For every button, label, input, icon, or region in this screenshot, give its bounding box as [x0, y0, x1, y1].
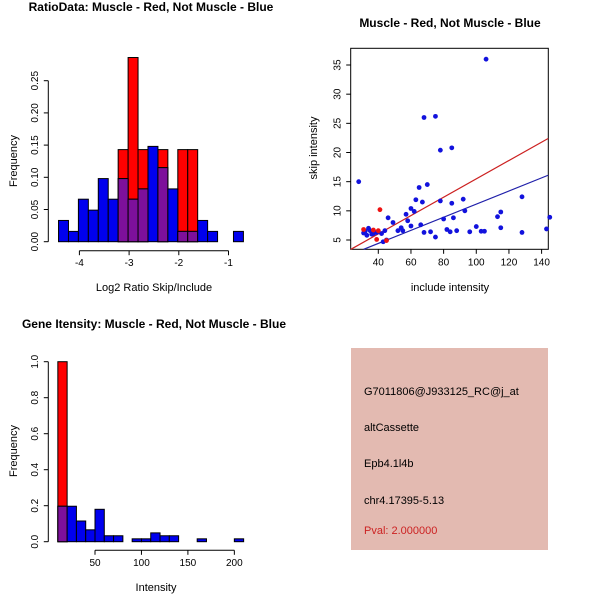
y-tick-label: 15 [332, 176, 344, 188]
blue-histogram-bar [78, 199, 88, 242]
event-type-text: altCassette [364, 422, 420, 434]
x-tick-label: 100 [467, 257, 485, 269]
not-muscle-scatter-point [422, 115, 427, 120]
y-tick-label: 1.0 [30, 354, 41, 369]
not-muscle-scatter-point [433, 235, 438, 240]
not-muscle-scatter-point [449, 145, 454, 150]
blue-histogram-bar [67, 506, 76, 541]
not-muscle-scatter-point [438, 148, 443, 153]
overlap-histogram-bar [128, 199, 138, 242]
x-tick-label: 120 [500, 257, 518, 269]
blue-histogram-bar [114, 536, 123, 542]
not-muscle-scatter-point [400, 228, 405, 233]
gene-hist-title: Gene Itensity: Muscle - Red, Not Muscle - Blue [21, 317, 287, 331]
blue-histogram-bar [98, 179, 108, 242]
blue-histogram-bar [68, 231, 78, 241]
y-tick-label: 35 [332, 59, 344, 71]
location-text: chr4.17395-5.13 [364, 495, 445, 507]
blue-histogram-bar [151, 533, 160, 542]
x-tick-label: 150 [179, 558, 197, 569]
not-muscle-scatter-point [417, 185, 422, 190]
not-muscle-scatter-point [438, 199, 443, 204]
blue-histogram-bar [86, 530, 95, 542]
y-tick-label: 25 [332, 117, 344, 129]
blue-histogram-bar [208, 231, 218, 241]
not-muscle-scatter-point [428, 229, 433, 234]
not-muscle-scatter-point [409, 224, 414, 229]
y-tick-label: 0.15 [30, 135, 41, 155]
red-histogram-bar [178, 150, 188, 242]
y-tick-label: 0.25 [30, 70, 41, 91]
y-tick-label: 0.0 [30, 534, 41, 549]
not-muscle-scatter-point [482, 229, 487, 234]
y-tick-label: 0.00 [30, 231, 41, 252]
gene-name-text: Epb4.1l4b [364, 458, 414, 470]
ratio-hist-xlabel: Log2 Ratio Skip/Include [95, 282, 213, 294]
not-muscle-scatter-point [356, 179, 361, 184]
y-tick-label: 0.2 [30, 498, 41, 513]
scatter-plot [333, 48, 553, 268]
not-muscle-scatter-point [498, 225, 503, 230]
overlap-histogram-bar [158, 168, 168, 242]
not-muscle-scatter-point [425, 182, 430, 187]
not-muscle-scatter-point [547, 215, 552, 220]
y-tick-label: 20 [332, 146, 344, 159]
blue-histogram-bar [197, 539, 206, 542]
muscle-scatter-point [371, 228, 376, 233]
y-tick-label: 10 [332, 205, 344, 217]
not-muscle-scatter-point [467, 229, 472, 234]
x-tick-label: 100 [133, 558, 150, 569]
blue-histogram-bar [59, 220, 69, 241]
not-muscle-scatter-point [461, 197, 466, 202]
blue-histogram-bar [160, 536, 169, 542]
plot-box [351, 48, 549, 249]
not-muscle-scatter-point [498, 210, 503, 215]
ratio-hist-title: RatioData: Muscle - Red, Not Muscle - Blue [28, 0, 274, 14]
not-muscle-scatter-point [451, 215, 456, 220]
not-muscle-scatter-point [474, 224, 479, 229]
not-muscle-scatter-point [405, 218, 410, 223]
scatter-xlabel: include intensity [410, 282, 490, 294]
x-tick-label: -4 [74, 258, 84, 269]
not-muscle-scatter-point [420, 200, 425, 205]
y-tick-label: 0.6 [30, 426, 41, 441]
not-muscle-scatter-point [391, 220, 396, 225]
not-muscle-scatter-point [386, 215, 391, 220]
scatter-ylabel: skip intensity [308, 116, 320, 180]
y-tick-label: 5 [332, 237, 344, 243]
blue-histogram-bar [88, 210, 98, 242]
x-tick-label: 40 [372, 257, 384, 269]
not-muscle-fit-line [364, 175, 549, 249]
not-muscle-scatter-point [520, 194, 525, 199]
blue-histogram-bar [169, 536, 178, 542]
y-tick-label: 0.10 [30, 167, 41, 188]
not-muscle-scatter-point [454, 228, 459, 233]
not-muscle-scatter-point [484, 57, 489, 62]
blue-histogram-bar [233, 231, 243, 241]
blue-histogram-bar [148, 146, 158, 241]
blue-histogram-bar [234, 539, 243, 542]
blue-histogram-bar [104, 536, 113, 542]
info-panel [351, 348, 548, 550]
ratio-histogram [30, 58, 243, 269]
y-tick-label: 0.8 [30, 390, 41, 405]
muscle-scatter-point [378, 207, 383, 212]
x-tick-label: 60 [405, 257, 417, 269]
not-muscle-scatter-point [495, 214, 500, 219]
gene-histogram [30, 354, 244, 569]
gene-hist-xlabel: Intensity [135, 582, 177, 594]
not-muscle-scatter-point [412, 209, 417, 214]
y-tick-label: 30 [332, 88, 344, 100]
not-muscle-scatter-point [449, 201, 454, 206]
blue-histogram-bar [132, 539, 141, 542]
blue-histogram-bar [198, 220, 208, 241]
muscle-scatter-point [376, 228, 381, 233]
not-muscle-scatter-point [462, 208, 467, 213]
overlap-histogram-bar [178, 231, 188, 241]
y-tick-label: 0.05 [30, 199, 41, 220]
gene-hist-ylabel: Frequency [8, 425, 20, 477]
muscle-scatter-point [384, 238, 389, 243]
not-muscle-scatter-point [544, 227, 549, 232]
x-tick-label: -1 [224, 258, 233, 269]
x-tick-label: 80 [438, 257, 450, 269]
not-muscle-scatter-point [382, 228, 387, 233]
muscle-scatter-point [374, 237, 379, 242]
pval-text: Pval: 2.000000 [364, 525, 438, 537]
red-histogram-bar [188, 150, 198, 242]
blue-histogram-bar [168, 189, 178, 242]
not-muscle-scatter-point [364, 233, 369, 238]
scatter-title: Muscle - Red, Not Muscle - Blue [359, 16, 541, 30]
y-tick-label: 0.20 [30, 103, 41, 123]
overlap-histogram-bar [118, 179, 128, 242]
overlap-histogram-bar [58, 506, 67, 541]
not-muscle-scatter-point [418, 222, 423, 227]
x-tick-label: 140 [533, 257, 550, 269]
not-muscle-scatter-point [422, 230, 427, 235]
not-muscle-scatter-point [448, 229, 453, 234]
not-muscle-scatter-point [404, 212, 409, 217]
not-muscle-scatter-point [441, 217, 446, 222]
overlap-histogram-bar [188, 231, 198, 241]
not-muscle-scatter-point [413, 197, 418, 202]
blue-histogram-bar [141, 539, 150, 542]
overlap-histogram-bar [138, 189, 148, 242]
probe-id-text: G7011806@J933125_RC@j_at [364, 386, 519, 398]
x-tick-label: -3 [124, 258, 134, 269]
x-tick-label: 200 [226, 558, 243, 569]
not-muscle-scatter-point [520, 230, 525, 235]
blue-histogram-bar [76, 521, 85, 542]
blue-histogram-bar [95, 509, 104, 541]
ratio-hist-ylabel: Frequency [8, 135, 20, 187]
not-muscle-scatter-point [433, 114, 438, 119]
x-tick-label: -2 [174, 258, 184, 269]
x-tick-label: 50 [89, 558, 101, 569]
muscle-scatter-point [361, 227, 366, 232]
y-tick-label: 0.4 [30, 462, 41, 477]
blue-histogram-bar [108, 199, 118, 242]
